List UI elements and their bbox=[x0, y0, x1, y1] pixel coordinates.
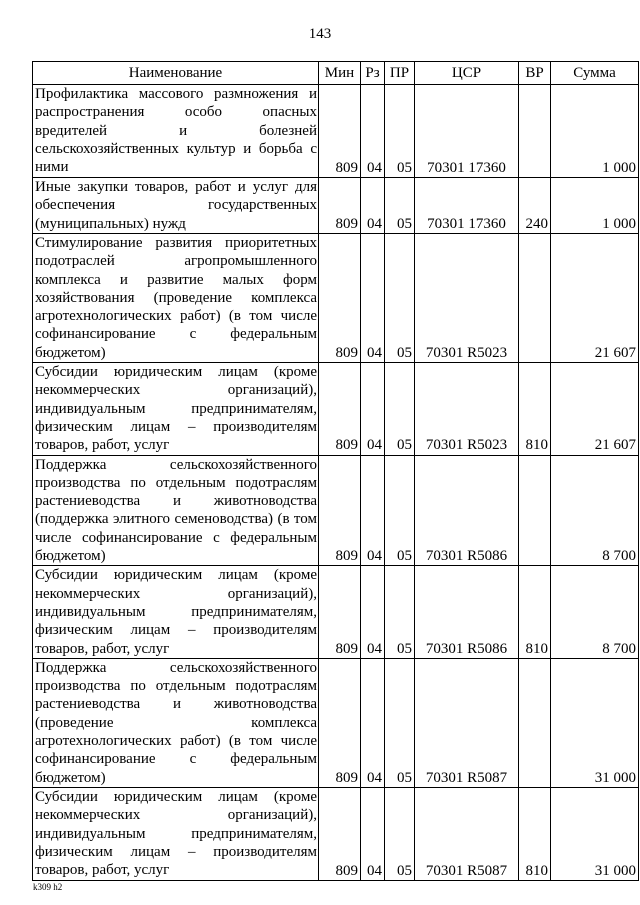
row-vr: 810 bbox=[519, 363, 551, 455]
row-min: 809 bbox=[319, 455, 361, 566]
row-min: 809 bbox=[319, 234, 361, 363]
row-csr: 70301 17360 bbox=[415, 85, 519, 178]
header-csr: ЦСР bbox=[415, 62, 519, 85]
row-pr: 05 bbox=[385, 85, 415, 178]
row-min: 809 bbox=[319, 85, 361, 178]
row-min: 809 bbox=[319, 178, 361, 234]
header-pr: ПР bbox=[385, 62, 415, 85]
row-rz: 04 bbox=[361, 658, 385, 787]
row-rz: 04 bbox=[361, 455, 385, 566]
row-csr: 70301 R5023 bbox=[415, 363, 519, 455]
row-rz: 04 bbox=[361, 566, 385, 658]
row-vr bbox=[519, 85, 551, 178]
header-min: Мин bbox=[319, 62, 361, 85]
row-name: Субсидии юридическим лицам (кроме некоммерческих организаций), индивидуальным предпринимателям, физическим лицам – производителям товаров, работ, услуг bbox=[33, 566, 319, 658]
row-sum: 21 607 bbox=[551, 234, 639, 363]
page-number: 143 bbox=[308, 26, 332, 42]
row-csr: 70301 R5086 bbox=[415, 455, 519, 566]
row-rz: 04 bbox=[361, 178, 385, 234]
row-sum: 8 700 bbox=[551, 455, 639, 566]
row-csr: 70301 R5087 bbox=[415, 658, 519, 787]
table-row bbox=[33, 658, 639, 787]
row-sum: 1 000 bbox=[551, 85, 639, 178]
row-rz: 04 bbox=[361, 85, 385, 178]
header-vr: ВР bbox=[519, 62, 551, 85]
row-sum: 31 000 bbox=[551, 658, 639, 787]
row-pr: 05 bbox=[385, 787, 415, 880]
row-rz: 04 bbox=[361, 234, 385, 363]
row-pr: 05 bbox=[385, 234, 415, 363]
row-sum: 8 700 bbox=[551, 566, 639, 658]
row-vr: 810 bbox=[519, 787, 551, 880]
row-name: Субсидии юридическим лицам (кроме некоммерческих организаций), индивидуальным предпринимателям, физическим лицам – производителям товаров, работ, услуг bbox=[33, 787, 319, 880]
row-pr: 05 bbox=[385, 178, 415, 234]
footer-code: k309 h2 bbox=[33, 882, 63, 892]
budget-table bbox=[32, 61, 639, 881]
row-name: Поддержка сельскохозяйственного производства по отдельным подотраслям растениеводства и животноводства (проведение комплекса агротехнологических работ) (в том числе софинансирование с федеральным бюджетом) bbox=[33, 658, 319, 787]
row-csr: 70301 17360 bbox=[415, 178, 519, 234]
row-name: Стимулирование развития приоритетных подотраслей агропромышленного комплекса и развитие малых форм хозяйствования (проведение комплекса агротехнологических работ) (в том числе софинансирование с федеральным бюджетом) bbox=[33, 234, 319, 363]
row-pr: 05 bbox=[385, 566, 415, 658]
row-name: Профилактика массового размножения и распространения особо опасных вредителей и болезней сельскохозяйственных культур и борьба с ними bbox=[33, 85, 319, 178]
header-name: Наименование bbox=[33, 62, 319, 85]
table-row bbox=[33, 363, 639, 455]
row-csr: 70301 R5086 bbox=[415, 566, 519, 658]
row-min: 809 bbox=[319, 566, 361, 658]
table-row bbox=[33, 234, 639, 363]
table-row bbox=[33, 566, 639, 658]
header-rz: Рз bbox=[361, 62, 385, 85]
row-sum: 31 000 bbox=[551, 787, 639, 880]
row-sum: 21 607 bbox=[551, 363, 639, 455]
row-csr: 70301 R5023 bbox=[415, 234, 519, 363]
row-vr: 240 bbox=[519, 178, 551, 234]
table-row bbox=[33, 178, 639, 234]
row-vr bbox=[519, 455, 551, 566]
row-vr: 810 bbox=[519, 566, 551, 658]
row-pr: 05 bbox=[385, 658, 415, 787]
row-vr bbox=[519, 234, 551, 363]
row-rz: 04 bbox=[361, 363, 385, 455]
row-csr: 70301 R5087 bbox=[415, 787, 519, 880]
row-rz: 04 bbox=[361, 787, 385, 880]
table-header-row bbox=[33, 62, 639, 85]
header-sum: Сумма bbox=[551, 62, 639, 85]
row-min: 809 bbox=[319, 787, 361, 880]
row-min: 809 bbox=[319, 658, 361, 787]
table-row bbox=[33, 787, 639, 880]
row-name: Субсидии юридическим лицам (кроме некоммерческих организаций), индивидуальным предпринимателям, физическим лицам – производителям товаров, работ, услуг bbox=[33, 363, 319, 455]
row-name: Иные закупки товаров, работ и услуг для обеспечения государственных (муниципальных) нужд bbox=[33, 178, 319, 234]
row-vr bbox=[519, 658, 551, 787]
table-row bbox=[33, 85, 639, 178]
row-sum: 1 000 bbox=[551, 178, 639, 234]
row-min: 809 bbox=[319, 363, 361, 455]
row-name: Поддержка сельскохозяйственного производства по отдельным подотраслям растениеводства и животноводства (поддержка элитного семеноводства) (в том числе софинансирование с федеральным бюджетом) bbox=[33, 455, 319, 566]
row-pr: 05 bbox=[385, 363, 415, 455]
row-pr: 05 bbox=[385, 455, 415, 566]
table-row bbox=[33, 455, 639, 566]
